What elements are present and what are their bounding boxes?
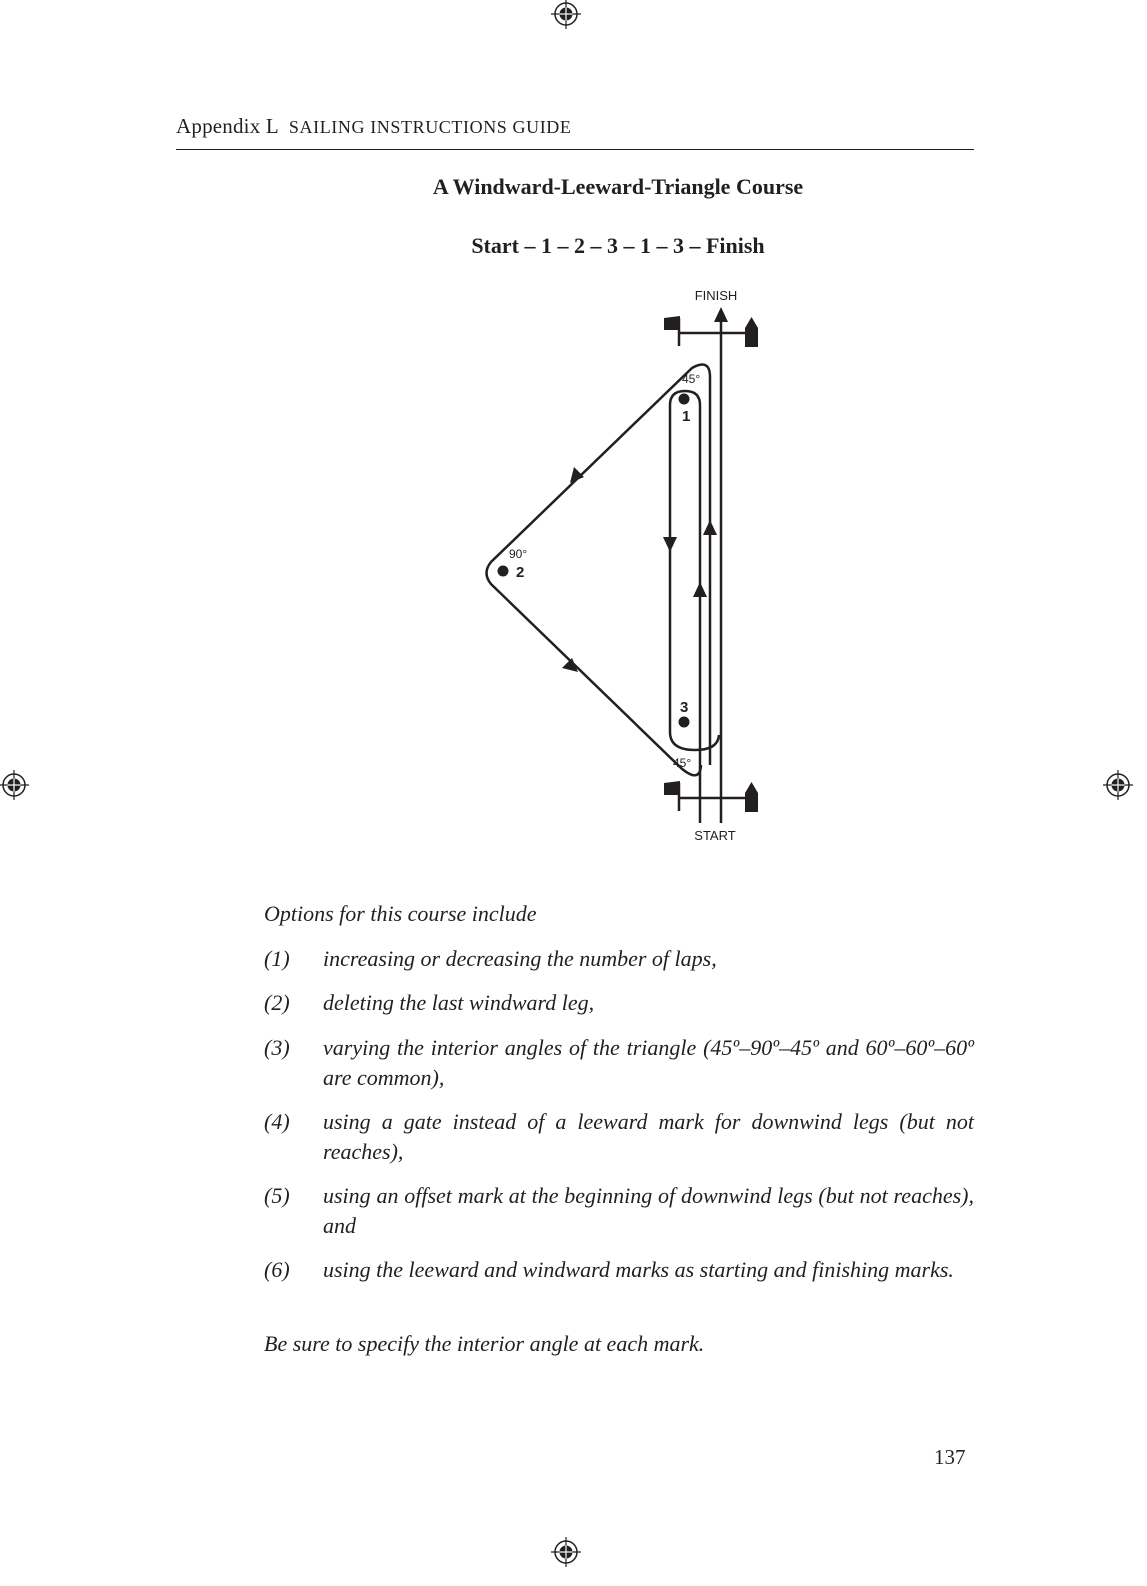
item-number: (6) (264, 1257, 290, 1282)
committee-boat-icon (745, 782, 758, 812)
item-text: increasing or decreasing the number of laps, (323, 946, 717, 971)
page-number: 137 (934, 1445, 966, 1469)
item-number: (3) (264, 1035, 290, 1060)
item-number: (2) (264, 990, 290, 1015)
mark-3-label: 3 (680, 699, 689, 716)
finish-label: FINISH (694, 288, 738, 303)
figure-title: A Windward-Leeward-Triangle Course (432, 174, 804, 199)
mark-2 (498, 566, 509, 577)
item-text: using an offset mark at the beginning of downwind legs (but not reaches), and (323, 1183, 974, 1238)
item-text: using a gate instead of a leeward mark for downwind legs (but not reaches), (323, 1109, 974, 1164)
arrow-down-icon (663, 537, 677, 552)
item-text: deleting the last windward leg, (323, 990, 595, 1015)
item-number: (5) (264, 1183, 290, 1208)
angle-label: 45° (682, 372, 701, 386)
options-intro: Options for this course include (264, 901, 537, 926)
mark-1 (679, 394, 690, 405)
option-item (264, 944, 974, 974)
option-item (264, 1033, 974, 1093)
start-label: START (694, 828, 736, 843)
section-title: SAILING INSTRUCTIONS GUIDE (288, 117, 572, 137)
option-item (264, 1107, 974, 1167)
option-item (264, 1255, 974, 1315)
options-note: Be sure to specify the interior angle at each mark. (264, 1331, 705, 1356)
option-item (264, 1181, 974, 1241)
item-number: (1) (264, 946, 290, 971)
mark-3 (679, 717, 690, 728)
angle-label: 45° (673, 756, 692, 770)
committee-boat-icon (745, 317, 758, 347)
item-text: varying the interior angles of the triangle (45º–90º–45º and 60º–60º–60º are common), (323, 1035, 974, 1090)
arrow-up-icon (714, 307, 728, 322)
flag-icon (664, 316, 680, 330)
angle-label: 90° (509, 547, 528, 561)
arrow-up-icon (693, 582, 707, 597)
option-item (264, 988, 974, 1018)
course-sequence: Start – 1 – 2 – 3 – 1 – 3 – Finish (471, 233, 765, 258)
arrow-up-icon (703, 520, 717, 535)
crop-mark-icon (551, 1537, 581, 1567)
flag-icon (664, 781, 680, 795)
mark-1-label: 1 (682, 408, 691, 425)
item-number: (4) (264, 1109, 290, 1134)
mark-2-label: 2 (516, 564, 525, 581)
item-text: using the leeward and windward marks as starting and finishing marks. (323, 1257, 954, 1282)
appendix-label: Appendix L (176, 114, 279, 138)
